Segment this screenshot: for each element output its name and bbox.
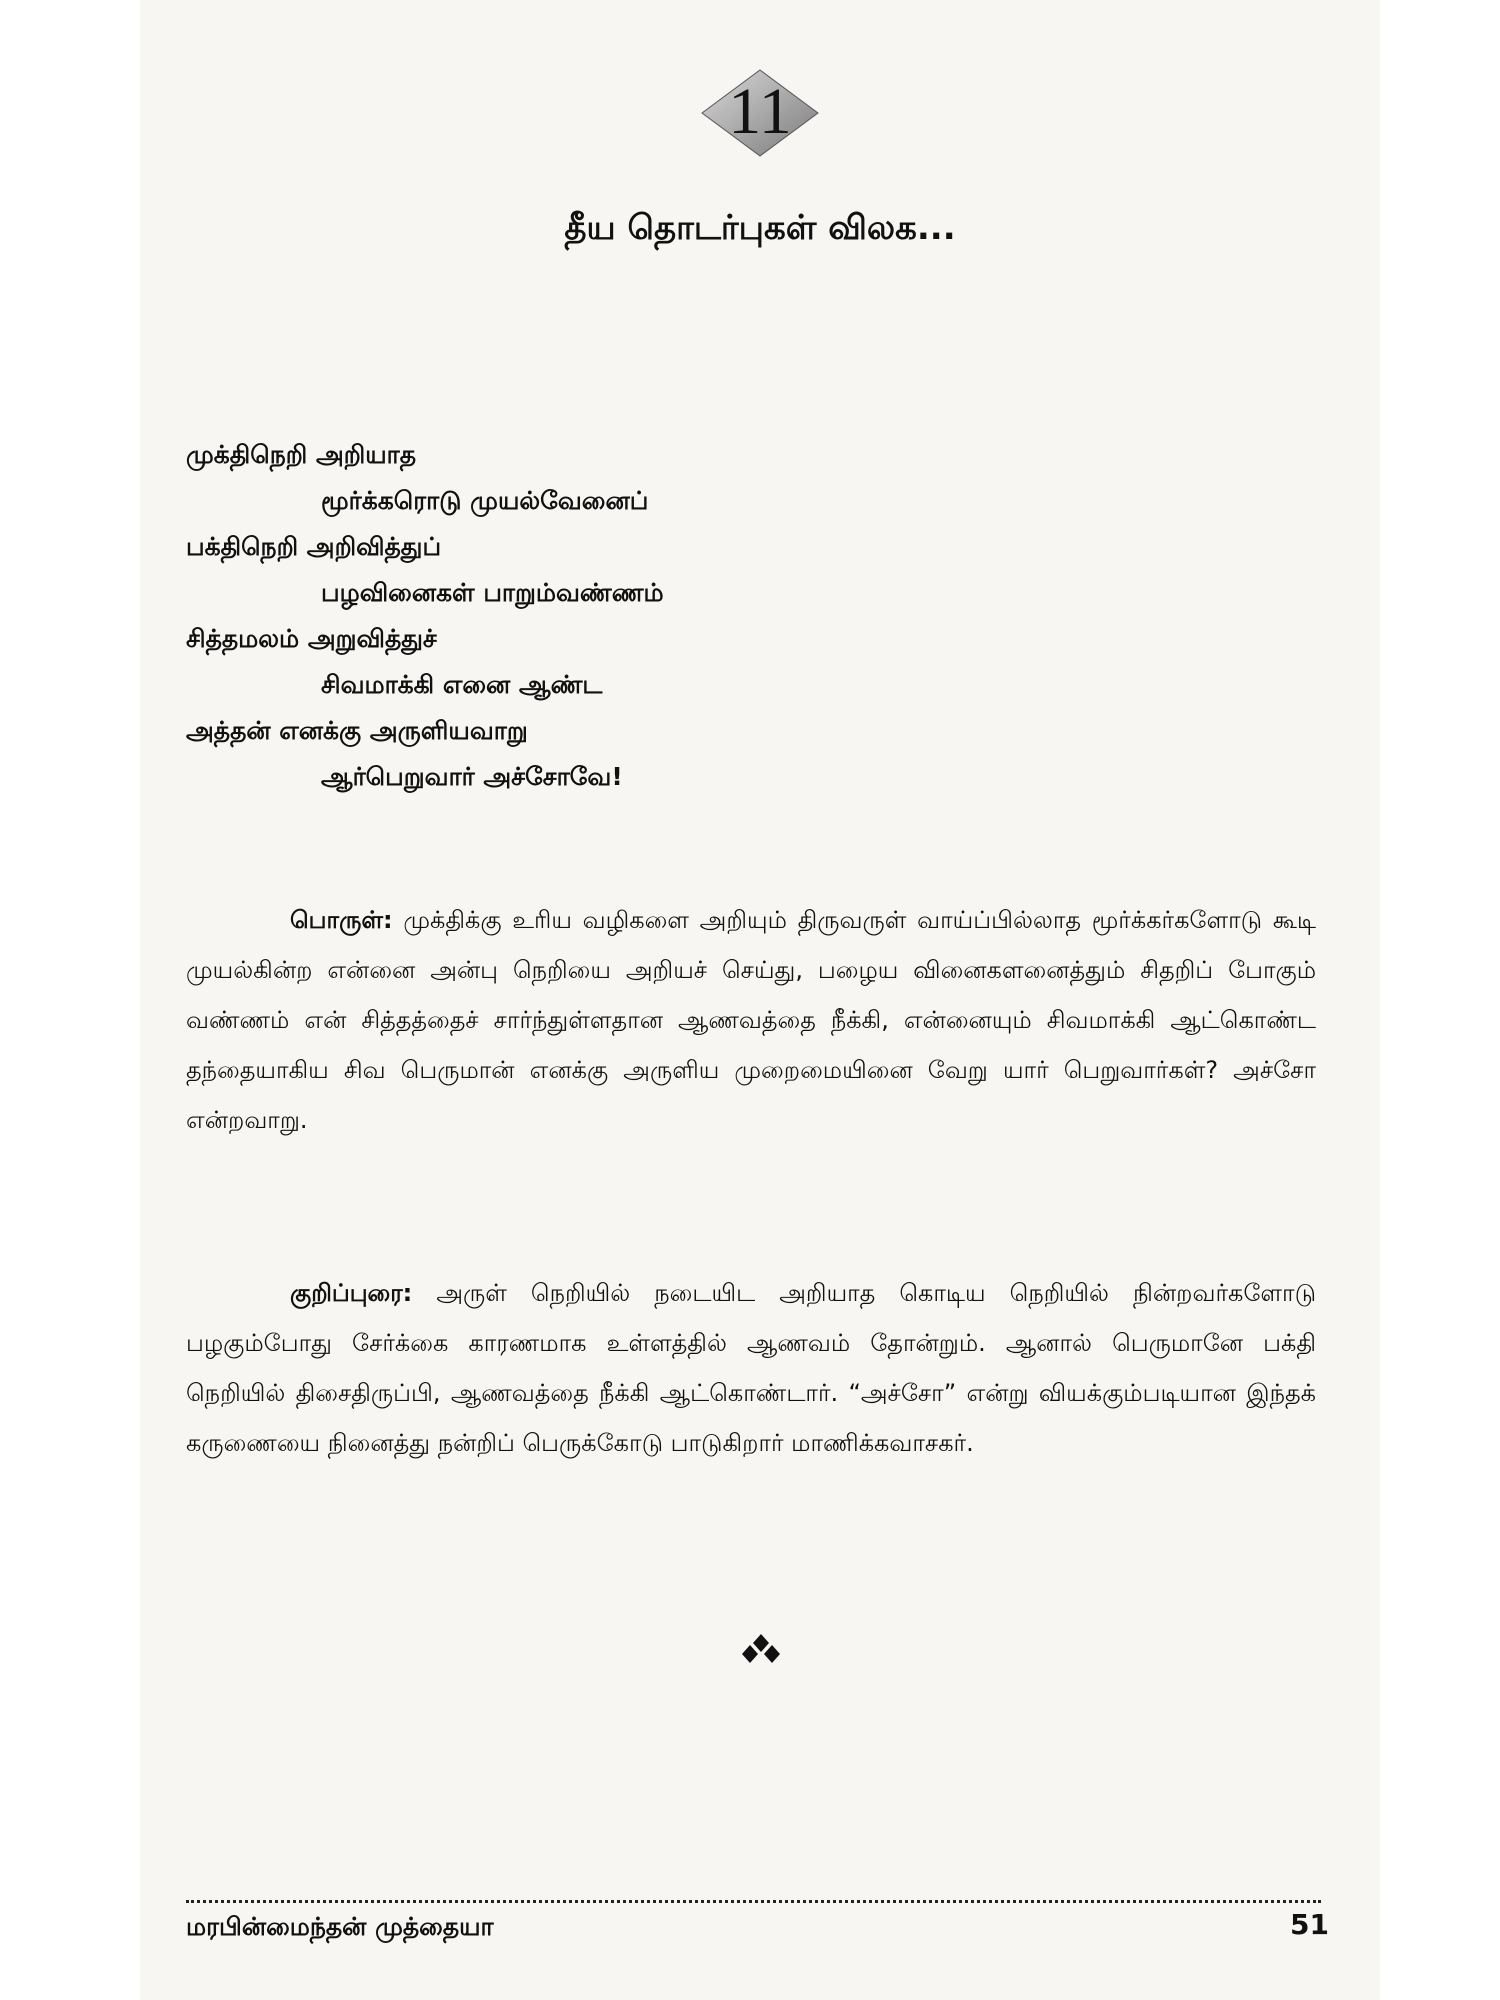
chapter-title: தீய தொடர்புகள் விலக... (564, 208, 956, 248)
verse-line: சிவமாக்கி எனை ஆண்ட (321, 670, 603, 699)
verse-line: பக்திநெறி அறிவித்துப் (186, 532, 442, 561)
diamond-ornament-icon (736, 1632, 786, 1672)
chapter-badge (700, 68, 820, 158)
note-label: குறிப்புரை: (290, 1279, 413, 1307)
note-paragraph (186, 1268, 1316, 1468)
chapter-number: 11 (728, 75, 792, 148)
verse-line: மூர்க்கரொடு முயல்வேனைப் (321, 486, 649, 515)
page-gutter (0, 0, 140, 2000)
page-number: 51 (1290, 1908, 1329, 1941)
verse-block (186, 432, 1086, 800)
note-text: அருள் நெறியில் நடையிட அறியாத கொடிய நெறியில் நின்றவர்களோடு பழகும்போது சேர்க்கை காரணமாக உள்ளத்தில் ஆணவம் தோன்றும். ஆனால் பெருமானே பக்தி நெறியில் திசைதிருப்பி, ஆணவத்தை நீக்கி ஆட்கொண்டார். “அச்சோ” என்று வியக்கும்படியான இந்தக் கருணையை நினைத்து நன்றிப் பெருக்கோடு பாடுகிறார் மாணிக்கவாசகர். (186, 1279, 1316, 1457)
meaning-text: முக்திக்கு உரிய வழிகளை அறியும் திருவருள் வாய்ப்பில்லாத மூர்க்கர்களோடு கூடி முயல்கின்ற என்னை அன்பு நெறியை அறியச் செய்து, பழைய வினைகளனைத்தும் சிதறிப் போகும் வண்ணம் என் சித்தத்தைச் சார்ந்துள்ளதான ஆணவத்தை நீக்கி, என்னையும் சிவமாக்கி ஆட்கொண்ட தந்தையாகிய சிவ பெருமான் எனக்கு அருளிய முறைமையினை வேறு யார் பெறுவார்கள்? அச்சோ என்றவாறு. (186, 906, 1317, 1134)
meaning-paragraph (186, 895, 1316, 1145)
footer-divider (186, 1900, 1321, 1903)
verse-line: ஆர்பெறுவார் அச்சோவே! (321, 762, 623, 791)
verse-line: அத்தன் எனக்கு அருளியவாறு (186, 716, 528, 745)
verse-line: முக்திநெறி அறியாத (186, 440, 417, 469)
verse-line: பழவினைகள் பாறும்வண்ணம் (321, 578, 664, 607)
footer-author: மரபின்மைந்தன் முத்தையா (186, 1912, 494, 1941)
meaning-label: பொருள்: (290, 906, 393, 934)
verse-line: சித்தமலம் அறுவித்துச் (186, 624, 437, 653)
